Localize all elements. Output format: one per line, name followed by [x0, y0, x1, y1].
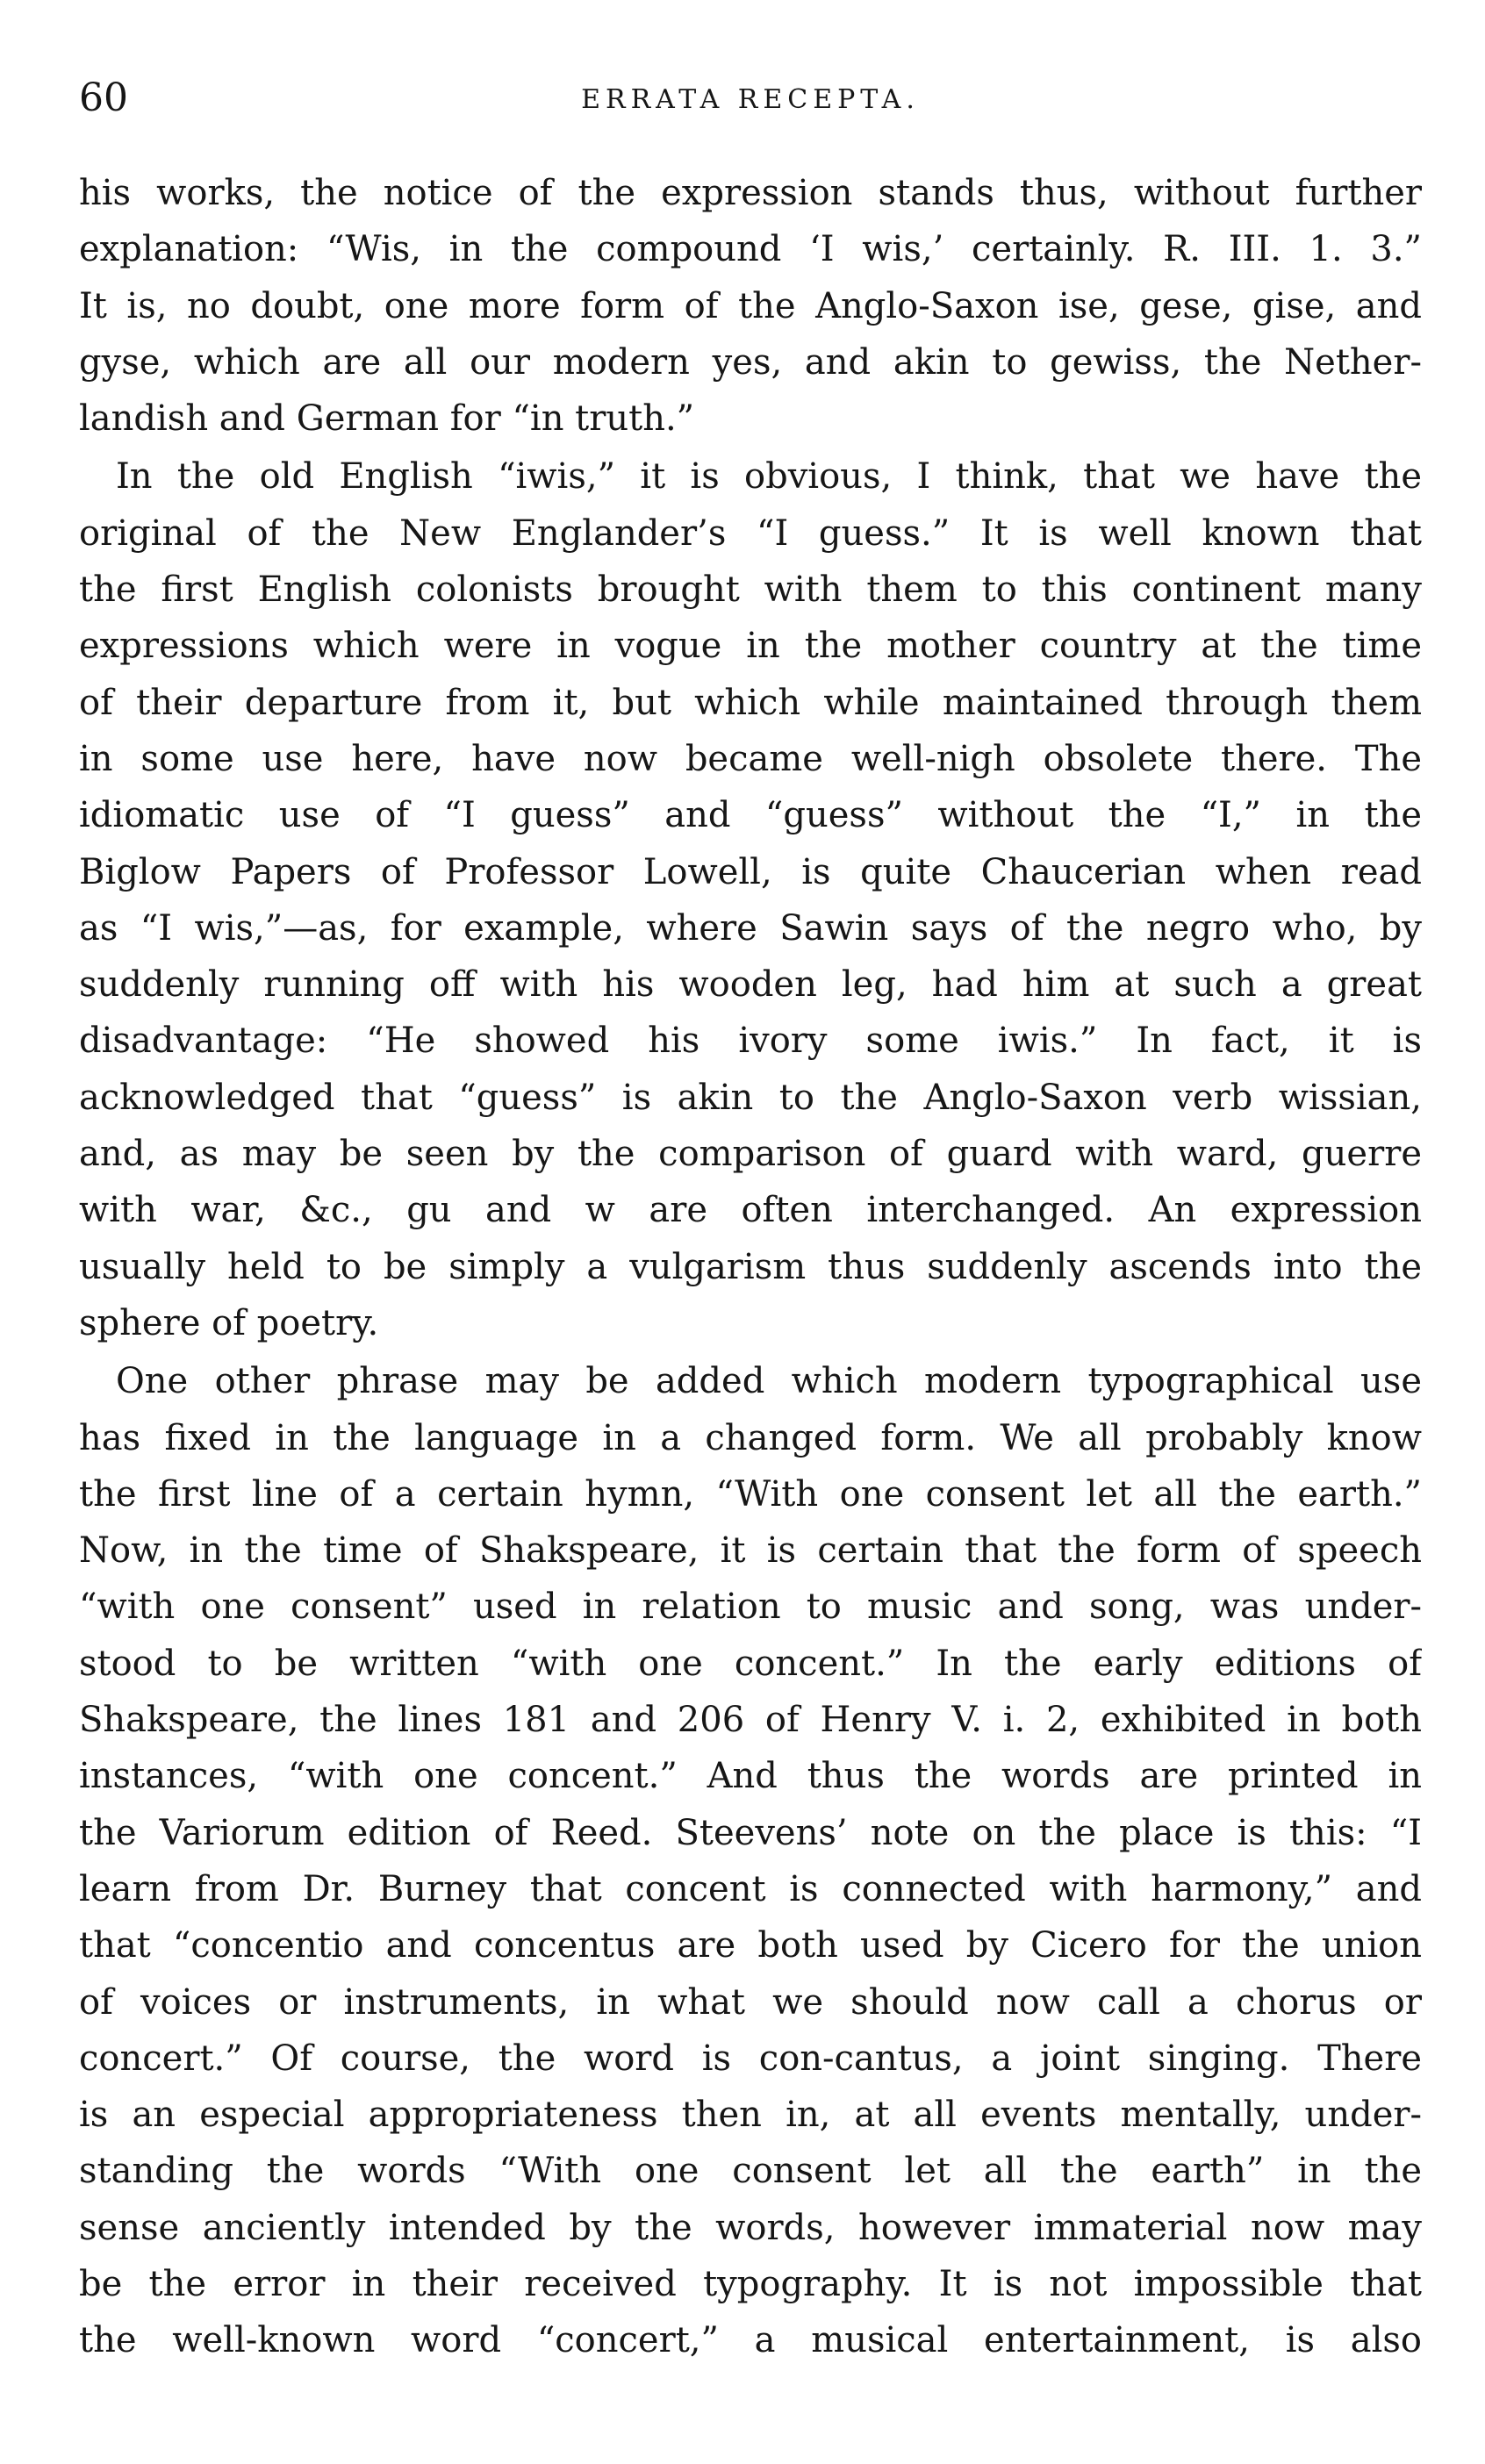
- running-head: [79, 72, 1422, 125]
- text-line: learn from Dr. Burney that concent is connected with harmony,” and: [79, 1868, 1422, 1909]
- text-line: usually held to be simply a vulgarism thus suddenly ascends into the: [79, 1246, 1422, 1287]
- text-line: sphere of poetry.: [79, 1302, 379, 1343]
- paragraph: [79, 448, 1422, 1351]
- text-line: be the error in their received typography. It is not impossible that: [79, 2263, 1422, 2304]
- text-line: disadvantage: “He showed his ivory some iwis.” In fact, it is: [79, 1021, 1422, 1062]
- text-line: as “I wis,”—as, for example, where Sawin says of the negro who, by: [79, 907, 1422, 949]
- text-line: the well-known word “concert,” a musical entertainment, is also: [79, 2320, 1422, 2361]
- text-line: with war, &c., gu and w are often interchanged. An expression: [79, 1190, 1422, 1231]
- text-line: “with one consent” used in relation to music and song, was under-: [79, 1587, 1422, 1628]
- text-line: the Variorum edition of Reed. Steevens’ note on the place is this: “I: [79, 1812, 1422, 1853]
- text-line: the first line of a certain hymn, “With one consent let all the earth.”: [79, 1473, 1422, 1515]
- text-line: One other phrase may be added which modern typographical use: [116, 1361, 1422, 1402]
- text-line: explanation: “Wis, in the compound ‘I wis,’ certainly. R. III. 1. 3.”: [79, 229, 1422, 270]
- text-line: of their departure from it, but which while maintained through them: [79, 682, 1422, 723]
- running-title: ERRATA RECEPTA.: [581, 84, 920, 115]
- text-line: Shakspeare, the lines 181 and 206 of Henry V. i. 2, exhibited in both: [79, 1700, 1422, 1741]
- text-line: original of the New Englander’s “I guess.” It is well known that: [79, 512, 1422, 554]
- text-line: expressions which were in vogue in the mother country at the time: [79, 626, 1422, 667]
- text-line: idiomatic use of “I guess” and “guess” without the “I,” in the: [79, 795, 1422, 836]
- text-line: concert.” Of course, the word is con-cantus, a joint singing. There: [79, 2038, 1422, 2079]
- text-line: of voices or instruments, in what we should now call a chorus or: [79, 1981, 1422, 2023]
- text-line: acknowledged that “guess” is akin to the Anglo-Saxon verb wissian,: [79, 1077, 1422, 1118]
- text-line: standing the words “With one consent let all the earth” in the: [79, 2151, 1422, 2192]
- text-line: in some use here, have now became well-nigh obsolete there. The: [79, 738, 1422, 779]
- text-line: stood to be written “with one concent.” In the early editions of: [79, 1643, 1422, 1684]
- text-line: Biglow Papers of Professor Lowell, is quite Chaucerian when read: [79, 851, 1422, 892]
- text-line: landish and German for “in truth.”: [79, 398, 695, 440]
- text-line: suddenly running off with his wooden leg, had him at such a great: [79, 964, 1422, 1006]
- text-line: the first English colonists brought with them to this continent many: [79, 569, 1422, 611]
- text-line: It is, no doubt, one more form of the Anglo-Saxon ise, gese, gise, and: [79, 285, 1422, 326]
- text-line: and, as may be seen by the comparison of guard with ward, guerre: [79, 1134, 1422, 1175]
- text-line: instances, “with one concent.” And thus the words are printed in: [79, 1756, 1422, 1797]
- text-line: has fixed in the language in a changed form. We all probably know: [79, 1417, 1422, 1458]
- text-line: In the old English “iwis,” it is obvious, I think, that we have the: [116, 456, 1422, 498]
- text-line: sense anciently intended by the words, however immaterial now may: [79, 2207, 1422, 2248]
- text-line: that “concentio and concentus are both used by Cicero for the union: [79, 1925, 1422, 1966]
- text-line: is an especial appropriateness then in, at all events mentally, under-: [79, 2095, 1422, 2136]
- page-number: 60: [79, 75, 128, 120]
- text-line: his works, the notice of the expression stands thus, without further: [79, 173, 1422, 213]
- body-text: [79, 165, 1422, 2369]
- text-line: Now, in the time of Shakspeare, it is certain that the form of speech: [79, 1530, 1422, 1572]
- paragraph: [79, 1353, 1422, 2368]
- text-line: gyse, which are all our modern yes, and akin to gewiss, the Nether-: [79, 341, 1422, 383]
- paragraph: [79, 165, 1422, 447]
